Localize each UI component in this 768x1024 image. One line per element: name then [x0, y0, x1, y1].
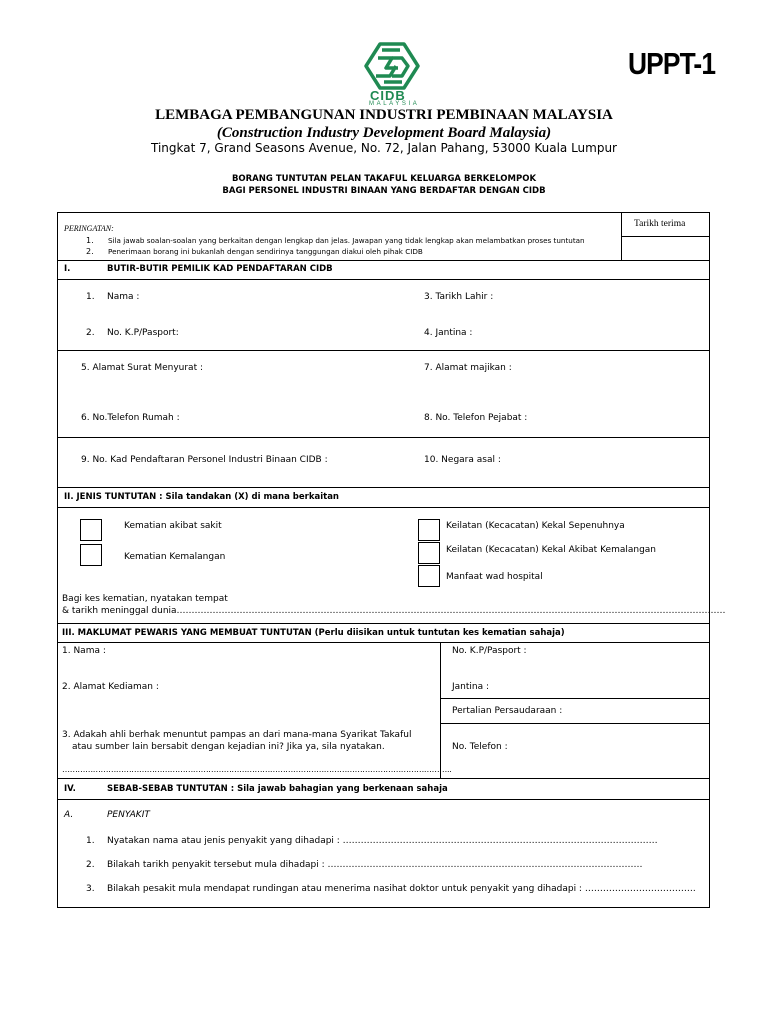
illness-q2-num: 2.	[86, 860, 95, 870]
subsection-a-letter: A.	[64, 810, 74, 820]
heir-address-label: 2. Alamat Kediaman :	[62, 682, 159, 692]
section1-num: I.	[64, 264, 71, 274]
org-name-english: (Construction Industry Development Board Malaysia)	[216, 125, 552, 141]
holder-cidb-card-label: 9. No. Kad Pendaftaran Personel Industri Binaan CIDB :	[81, 455, 328, 465]
form-code: UPPT-1	[628, 46, 716, 81]
warning-item2-num: 2.	[86, 247, 94, 256]
holder-employer-address-label: 7. Alamat majikan :	[424, 363, 512, 373]
claim-type-death-accident: Kematian Kemalangan	[124, 552, 226, 562]
checkbox-death-accident[interactable]	[80, 544, 102, 566]
holder-ic-num: 2.	[86, 328, 95, 338]
holder-gender-label: 4. Jantina :	[424, 328, 473, 338]
illness-q2: Bilakah tarikh penyakit tersebut mula dihadapi : ……………………………………………………………………………………………	[107, 860, 643, 870]
checkbox-total-disability[interactable]	[418, 519, 440, 541]
section3-top-rule	[57, 623, 710, 624]
heir-other-claim-dots: ……………………………………………………………………………………………………………………………………..	[62, 765, 452, 774]
section3-title: III. MAKLUMAT PEWARIS YANG MEMBUAT TUNTUTAN (Perlu diisikan untuk tuntutan kes kematian sahaja)	[62, 628, 565, 638]
form-title-line1: BORANG TUNTUTAN PELAN TAKAFUL KELUARGA BERKELOMPOK	[231, 174, 537, 184]
subsection-a-title: PENYAKIT	[107, 810, 150, 820]
form-title-line2: BAGI PERSONEL INDUSTRI BINAAN YANG BERDAFTAR DENGAN CIDB	[222, 186, 546, 196]
heir-phone-label: No. Telefon :	[452, 742, 508, 752]
warning-item1: Sila jawab soalan-soalan yang berkaitan dengan lengkap dan jelas. Jawapan yang tidak lengkap akan melambatkan proses tuntutan	[108, 236, 585, 245]
illness-q1-num: 1.	[86, 836, 95, 846]
section3-header-rule	[57, 642, 710, 643]
section2-header-rule	[57, 507, 710, 508]
heir-relationship-label: Pertalian Persaudaraan :	[452, 706, 563, 716]
warning-item2: Penerimaan borang ini bukanlah dengan sendirinya tanggungan diakui oleh pihak CIDB	[108, 247, 423, 256]
warning-title: PERINGATAN:	[64, 224, 114, 233]
received-date-label: Tarikh terima	[634, 219, 686, 229]
section4-num: IV.	[64, 784, 76, 794]
illness-q3: Bilakah pesakit mula mendapat rundingan atau menerima nasihat doktor untuk penyakit yang dihadapi : ……………………………….	[107, 884, 696, 894]
section1-header-rule	[57, 279, 710, 280]
logo-subtext: MALAYSIA	[369, 101, 420, 107]
holder-name-label: Nama :	[107, 292, 140, 302]
claim-type-accident-disability: Keilatan (Kecacatan) Kekal Akibat Kemalangan	[446, 545, 656, 555]
section1-row-rule	[57, 350, 710, 351]
illness-q1: Nyatakan nama atau jenis penyakit yang dihadapi : ……………………………………………………………………………………………	[107, 836, 658, 846]
section4-header-rule	[57, 799, 710, 800]
checkbox-hospital-benefit[interactable]	[418, 565, 440, 587]
holder-name-num: 1.	[86, 292, 95, 302]
heir-name-label: 1. Nama :	[62, 646, 106, 656]
logo-text: CIDB	[370, 88, 406, 103]
holder-dob-label: 3. Tarikh Lahir :	[424, 292, 494, 302]
section2-title: II. JENIS TUNTUTAN : Sila tandakan (X) di mana berkaitan	[64, 492, 339, 502]
section1-row-rule-2	[57, 437, 710, 438]
section3-divider	[440, 642, 441, 778]
section1-title: BUTIR-BUTIR PEMILIK KAD PENDAFTARAN CIDB	[107, 264, 333, 274]
section3-right-rule-2	[440, 723, 710, 724]
claim-type-hospital-benefit: Manfaat wad hospital	[446, 572, 543, 582]
section4-top-rule	[57, 778, 710, 779]
holder-ic-label: No. K.P/Pasport:	[107, 328, 179, 338]
holder-office-phone-label: 8. No. Telefon Pejabat :	[424, 413, 528, 423]
illness-q3-num: 3.	[86, 884, 95, 894]
section1-top-rule	[57, 260, 710, 261]
heir-other-claim-line2: atau sumber lain bersabit dengan kejadian ini? Jika ya, sila nyatakan.	[72, 742, 385, 752]
cidb-logo-icon	[352, 40, 432, 92]
cidb-logo	[352, 40, 432, 108]
death-note-line2: & tarikh meninggal dunia…………………………………………………………………………………………………………………………………………………………………	[62, 606, 726, 616]
received-divider	[621, 236, 710, 237]
warning-item1-num: 1.	[86, 236, 94, 245]
checkbox-accident-disability[interactable]	[418, 542, 440, 564]
death-note-line1: Bagi kes kematian, nyatakan tempat	[62, 594, 228, 604]
claim-type-total-disability: Keilatan (Kecacatan) Kekal Sepenuhnya	[446, 521, 625, 531]
checkbox-death-illness[interactable]	[80, 519, 102, 541]
org-address: Tingkat 7, Grand Seasons Avenue, No. 72, Jalan Pahang, 53000 Kuala Lumpur	[151, 141, 617, 155]
claim-type-death-illness: Kematian akibat sakit	[124, 521, 222, 531]
section4-title: SEBAB-SEBAB TUNTUTAN : Sila jawab bahagian yang berkenaan sahaja	[107, 784, 448, 794]
section2-top-rule	[57, 487, 710, 488]
holder-home-phone-label: 6. No.Telefon Rumah :	[81, 413, 180, 423]
holder-mailing-address-label: 5. Alamat Surat Menyurat :	[81, 363, 203, 373]
holder-country-label: 10. Negara asal :	[424, 455, 501, 465]
heir-other-claim-line1: 3. Adakah ahli berhak menuntut pampas an dari mana-mana Syarikat Takaful	[62, 730, 412, 740]
heir-ic-label: No. K.P/Pasport :	[452, 646, 527, 656]
section3-right-rule	[440, 698, 710, 699]
org-name: LEMBAGA PEMBANGUNAN INDUSTRI PEMBINAAN MALAYSIA	[155, 107, 613, 123]
heir-gender-label: Jantina :	[452, 682, 490, 692]
